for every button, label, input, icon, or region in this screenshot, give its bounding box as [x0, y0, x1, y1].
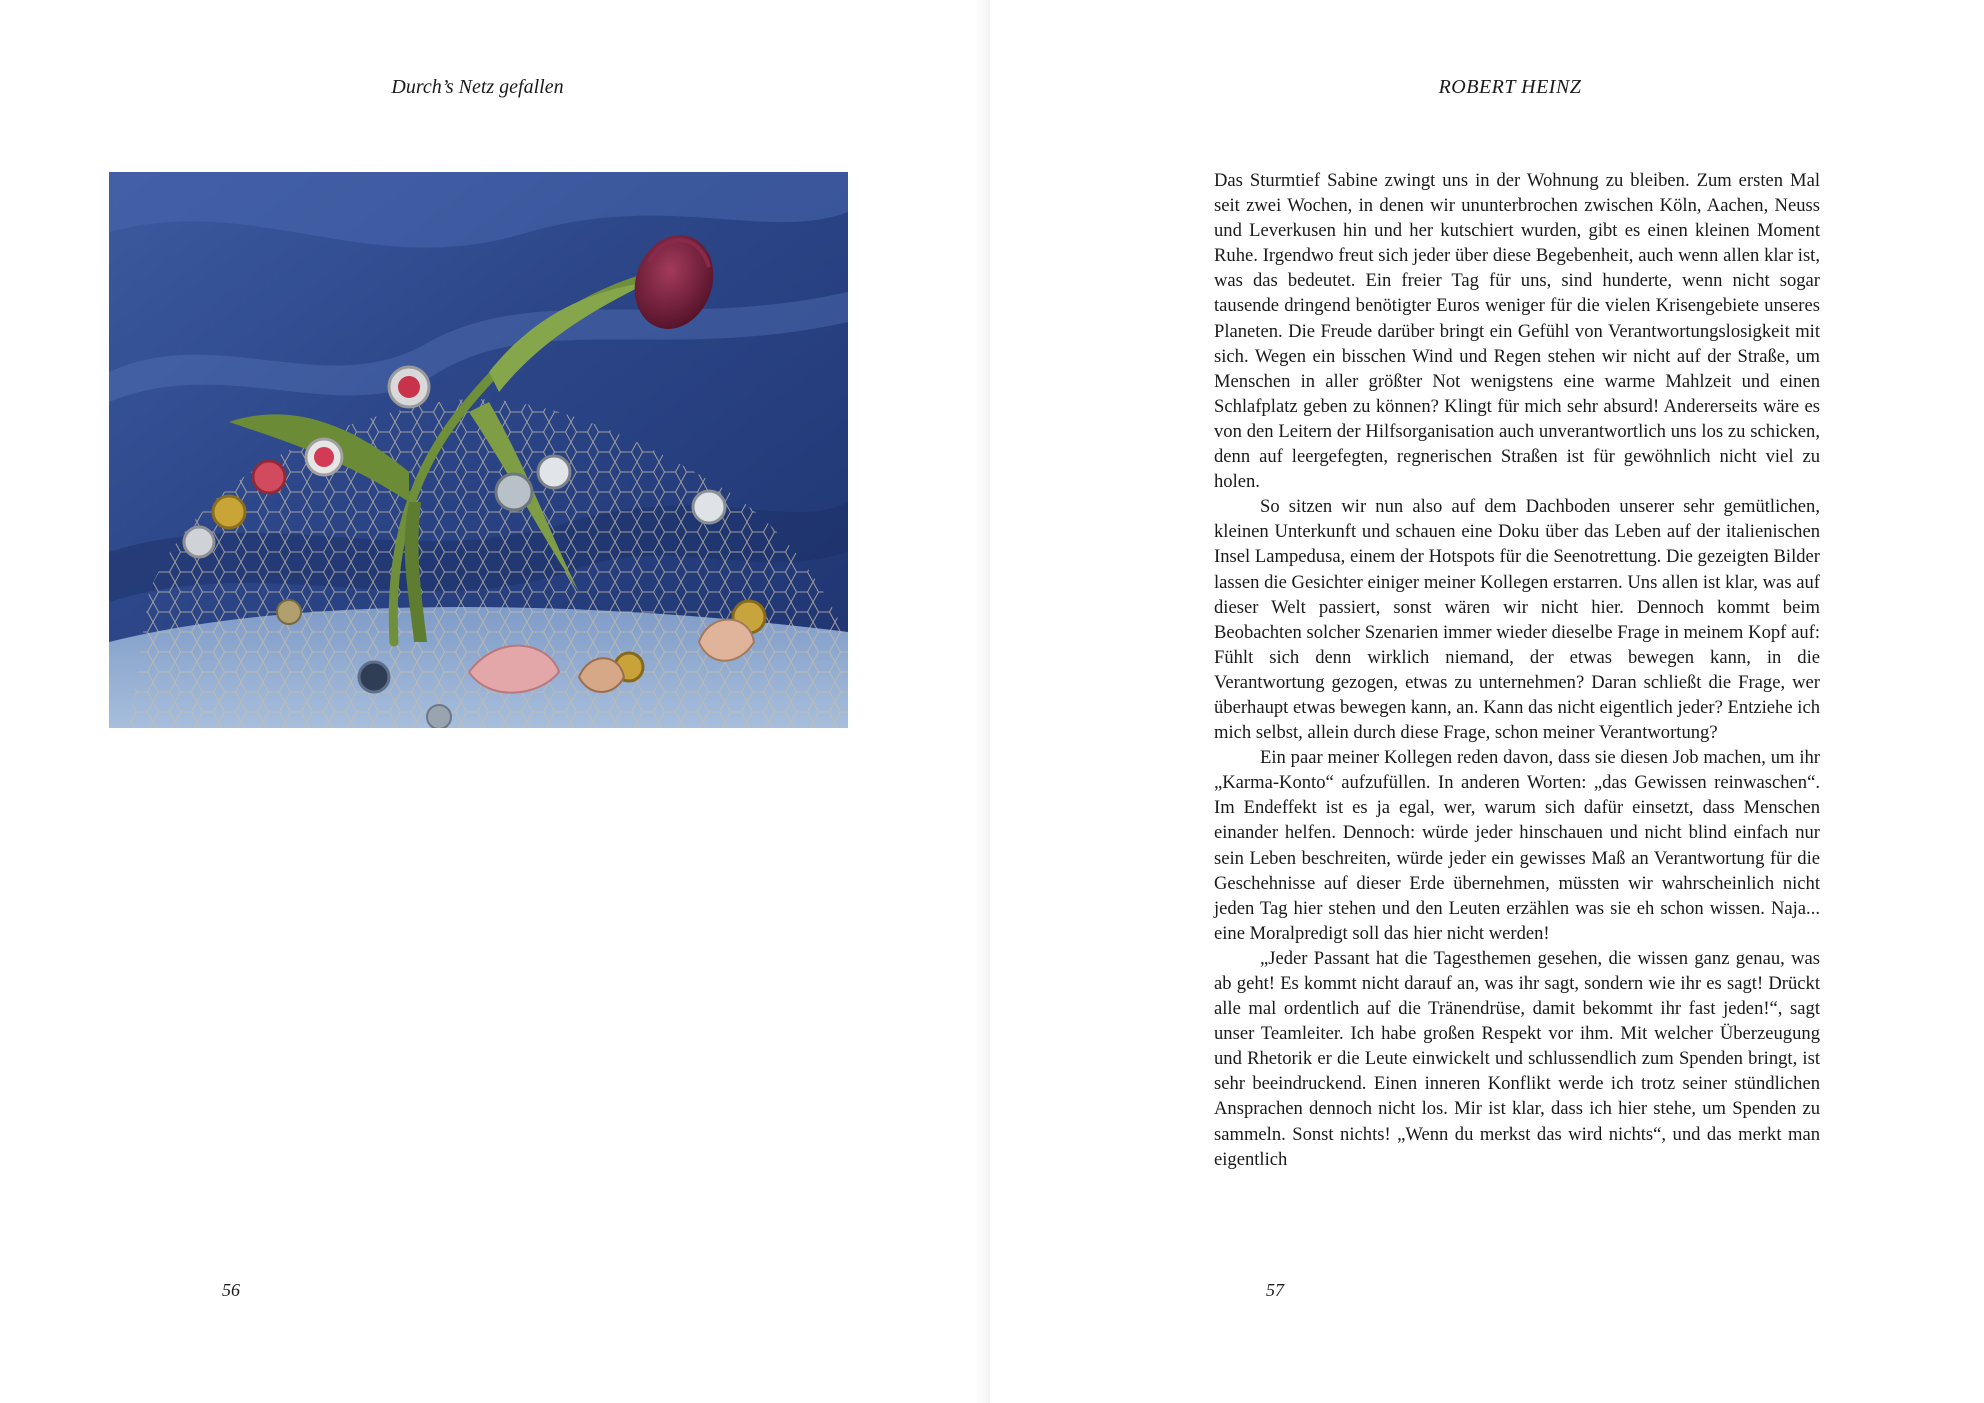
- paragraph-3: Ein paar meiner Kollegen reden davon, dass sie diesen Job machen, um ihr „Karma-Konto“ aufzufüllen. In anderen Worten: „das Gewissen reinwaschen“. Im Endeffekt ist es ja egal, wer, warum sich dafür einsetzt, dass Menschen einander helfen. Dennoch: würde jeder hinschauen und nicht blind einfach nur sein Leben beschreiten, würde jeder ein gewisses Maß an Verantwortung für die Geschehnisse auf dieser Erde übernehmen, müssten wir wahrscheinlich nicht jeden Tag hier stehen und den Leuten erzählen was sie eh schon wissen. Naja... eine Moralpredigt soll das hier nicht werden!: [1214, 747, 1820, 944]
- running-head-left: Durch’s Netz gefallen: [391, 76, 564, 98]
- page-number-right: 57: [1266, 1280, 1284, 1300]
- paragraph-1: Das Sturmtief Sabine zwingt uns in der Wohnung zu bleiben. Zum ersten Mal seit zwei Wochen, in denen wir ununterbrochen zwischen Köln, Aachen, Neuss und Leverkusen hin und her kutschiert wurden, gibt es einen kleinen Moment Ruhe. Irgendwo freut sich jeder über diese Begebenheit, auch wenn allen klar ist, was das bedeutet. Ein freier Tag für uns, sind hunderte, wenn nicht sogar tausende dringend benötigter Euros weniger für die vielen Krisengebiete unseres Planeten. Die Freude darüber bringt ein Gefühl von Verantwortungslosigkeit mit sich. Wegen ein bisschen Wind und Regen stehen wir nicht auf der Straße, um Menschen in aller größter Not wenigstens eine warme Mahlzeit und einen Schlafplatz geben zu können? Klingt für mich sehr absurd! Andererseits wäre es von den Leitern der Hilfsorganisation auch unverantwortlich uns los zu schicken, denn auf leergefegten, regnerischen Straßen ist für gewöhnlich nicht viel zu holen.: [1214, 170, 1820, 493]
- photo-tulip-net: [109, 172, 848, 728]
- photo-illustration: [109, 172, 848, 728]
- page-number-left: 56: [222, 1280, 240, 1300]
- paragraph-2: So sitzen wir nun also auf dem Dachboden unserer sehr gemütlichen, kleinen Unterkunft und schauen eine Doku über das Leben auf der italienischen Insel Lampedusa, einem der Hotspots für die Seenotrettung. Die gezeigten Bilder lassen die Gesichter einiger meiner Kollegen erstarren. Uns allen ist klar, was auf dieser Welt passiert, sonst wären wir nicht hier. Dennoch kommt beim Beobachten solcher Szenarien immer wieder dieselbe Frage in meinem Kopf auf: Fühlt sich denn wirklich niemand, der etwas bewegen kann, in die Verantwortung gezogen, etwas zu unternehmen? Daran schließt die Frage, wer überhaupt etwas bewegen kann, an. Kann das nicht eigentlich jeder? Entziehe ich mich selbst, allein durch diese Frage, schon meiner Verantwortung?: [1214, 496, 1820, 744]
- running-head-right: ROBERT HEINZ: [1438, 76, 1582, 98]
- right-page: [990, 0, 1984, 1403]
- body-text: [1214, 168, 1820, 1172]
- left-page: [0, 0, 990, 1403]
- paragraph-4: „Jeder Passant hat die Tagesthemen gesehen, die wissen ganz genau, was ab geht! Es kommt nicht darauf an, was ihr sagt, sondern wie ihr es sagt! Drückt alle mal ordentlich auf die Tränendrüse, damit bekommt ihr fast jeden!“, sagt unser Teamleiter. Ich habe großen Respekt vor ihm. Mit welcher Überzeugung und Rhetorik er die Leute einwickelt und schlussendlich zum Spenden bringt, ist sehr beeindruckend. Einen inneren Konflikt werde ich trotz seiner stündlichen Ansprachen dennoch nicht los. Mir ist klar, dass ich hier stehe, um Spenden zu sammeln. Sonst nichts! „Wenn du merkst das wird nichts“, und das merkt man eigentlich: [1214, 947, 1820, 1170]
